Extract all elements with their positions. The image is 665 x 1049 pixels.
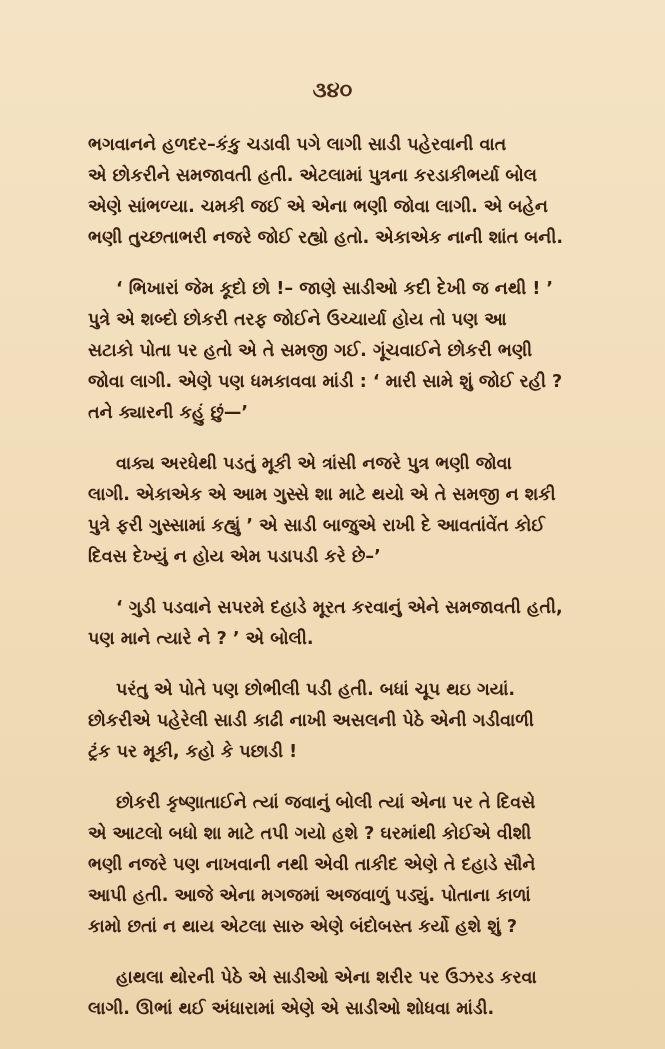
paragraph-3	[88, 449, 618, 573]
paragraph-line: આપી હતી. આજે એના મગજમાં અજવાળું પડ્યું. પોતાના કાળાં	[88, 886, 531, 906]
paragraph-4	[88, 593, 618, 655]
paragraph-line: ભણી તુચ્છતાભરી નજરે જોઈ રહ્યો હતો. એકાએક નાની શાંત બની.	[88, 228, 564, 248]
paragraph-line: છોકરીએ પહેરેલી સાડી કાઢી નાખી અસલની પેઠે એની ગડીવાળી	[88, 711, 534, 731]
paragraph-line: દિવસ દેખ્યું ન હોય એમ પડાપડી કરે છે–’	[88, 547, 381, 567]
paragraph-line: કામો છતાં ન થાય એટલા સારુ એણે બંદોબસ્ત કર્યો હશે શું ?	[88, 917, 518, 937]
page-body	[88, 130, 618, 1045]
paragraph-line: સટાકો પોતા પર હતો એ તે સમજી ગઈ. ગૂંચવાઈને છોકરી ભણી	[88, 341, 533, 361]
paragraph-line: છોકરી કૃષ્ણાતાઈને ત્યાં જવાનું બોલી ત્યાં એના પર તે દિવસે	[116, 793, 536, 813]
paragraph-line: પુત્રે ફરી ગુસ્સામાં કહ્યું ’ એ સાડી બાજુએ રાખી દે આવતાંવેંત કોઈ	[88, 516, 545, 536]
paragraph-line: એ છોકરીને સમજાવતી હતી. એટલામાં પુત્રના કરડાકીભર્યા બોલ	[88, 166, 538, 186]
paragraph-line: ‘ ભિખારાં જેમ કૂદો છો !– જાણે સાડીઓ કદી દેખી જ નથી ! ’	[116, 279, 554, 299]
paragraph-line: પણ માને ત્યારે ને ? ’ એ બોલી.	[88, 629, 314, 649]
paragraph-1	[88, 130, 618, 254]
paragraph-line: જોવા લાગી. એણે પણ ધમકાવવા માંડી : ‘ મારી સામે શું જોઈ રહી ?	[88, 372, 563, 392]
paragraph-line: ‘ ગુડી પડવાને સપરમે દહાડે મૂરત કરવાનું એને સમજાવતી હતી,	[116, 598, 563, 618]
paragraph-line: વાક્ય અરધેથી પડતું મૂકી એ ત્રાંસી નજરે પુત્ર ભણી જોવા	[116, 454, 512, 474]
paragraph-line: પરંતુ એ પોતે પણ છોભીલી પડી હતી. બધાં ચૂપ થઇ ગયાં.	[116, 680, 516, 700]
paragraph-line: લાગી. એકાએક એ આમ ગુસ્સે શા માટે થયો એ તે સમજી ન શકી	[88, 485, 556, 505]
paragraph-line: પુત્રે એ શબ્દો છોકરી તરફ જોઈને ઉચ્ચાર્યા હોય તો પણ આ	[88, 310, 507, 330]
paragraph-line: ભણી નજરે પણ નાખવાની નથી એવી તાકીદ એણે તે દહાડે સૌને	[88, 855, 536, 875]
paragraph-line: એ આટલો બધો શા માટે તપી ગયો હશે ? ઘરમાંથી કોઈએ વીશી	[88, 824, 532, 844]
paragraph-line: તને ક્યારની કહું છું—’	[88, 403, 249, 423]
paragraph-5	[88, 675, 618, 768]
paragraph-6	[88, 788, 618, 943]
paragraph-line: એણે સાંભળ્યા. ચમકી જઈ એ એના ભણી જોવા લાગી. એ બહેન	[88, 197, 548, 217]
paragraph-2	[88, 274, 618, 429]
paragraph-line: ભગવાનને હળદર–કંકુ ચડાવી પગે લાગી સાડી પહેરવાની વાત	[88, 135, 507, 155]
paragraph-line: હાથલા થોરની પેઠે એ સાડીઓ એના શરીર પર ઉઝરડ કરવા	[116, 968, 537, 988]
paragraph-line: લાગી. ઊભાં થઈ અંધારામાં એણે એ સાડીઓ શોધવા માંડી.	[88, 999, 495, 1019]
page-number: ૩૪૦	[312, 78, 353, 102]
paragraph-7	[88, 963, 618, 1025]
paragraph-line: ટ્રંક પર મૂકી, કહો કે પછાડી !	[88, 742, 298, 762]
